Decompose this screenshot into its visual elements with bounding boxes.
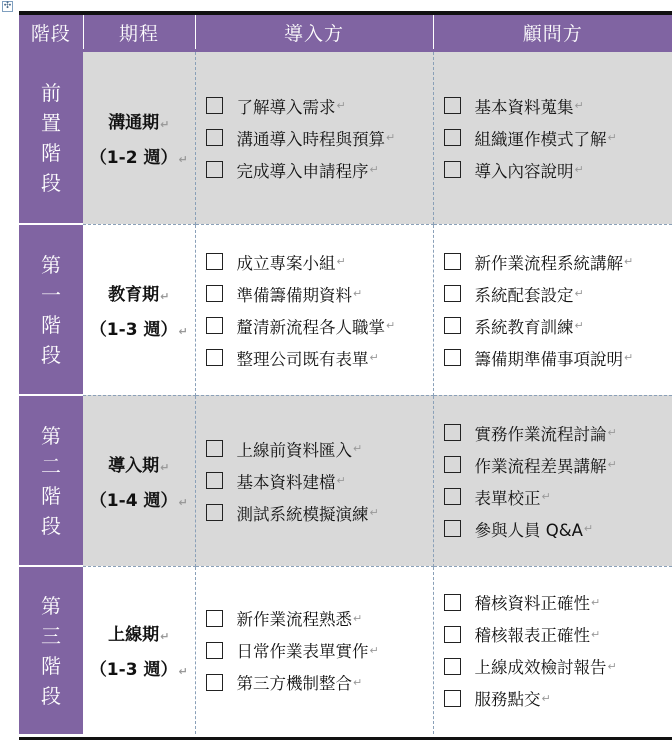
list-item: 上線成效檢討報告 ↵: [444, 650, 672, 682]
header-row: [19, 15, 672, 49]
checkbox-icon[interactable]: [444, 424, 461, 441]
list-item: 完成導入申請程序 ↵: [206, 154, 433, 186]
checkbox-icon[interactable]: [206, 472, 223, 489]
table-bottom-border: [19, 737, 672, 740]
implementation-plan-table: [19, 15, 672, 734]
checkbox-icon[interactable]: [444, 285, 461, 302]
checkbox-icon[interactable]: [206, 161, 223, 178]
period-cell: 溝通期↵ （1-2 週）↵: [83, 52, 195, 224]
period-name: 上線期: [108, 625, 160, 646]
phase-cell: 前置階段: [19, 52, 83, 224]
period-name: 教育期: [108, 284, 160, 305]
checkbox-icon[interactable]: [444, 626, 461, 643]
checkbox-icon[interactable]: [206, 317, 223, 334]
list-item: 釐清新流程各人職掌 ↵: [206, 310, 433, 342]
header-consultant: 顧問方: [433, 15, 672, 49]
checkbox-icon[interactable]: [444, 161, 461, 178]
checkbox-icon[interactable]: [444, 520, 461, 537]
list-item: 導入內容說明 ↵: [444, 154, 672, 186]
period-cell: 導入期↵ （1-4 週）↵: [83, 395, 195, 566]
table-row: [19, 52, 672, 224]
checkbox-icon[interactable]: [206, 642, 223, 659]
consultant-tasks: [433, 566, 672, 734]
phase-cell: 第一階段: [19, 224, 83, 395]
period-weeks: （1-3 週）↵: [89, 319, 188, 340]
list-item: 作業流程差異講解 ↵: [444, 449, 672, 481]
list-item: 系統配套設定 ↵: [444, 278, 672, 310]
list-item: 組織運作模式了解 ↵: [444, 122, 672, 154]
list-item: 整理公司既有表單 ↵: [206, 342, 433, 374]
checkbox-icon[interactable]: [206, 440, 223, 457]
period-weeks: （1-4 週）↵: [89, 490, 188, 511]
checkbox-icon[interactable]: [444, 253, 461, 270]
period-weeks: （1-2 週）↵: [89, 147, 188, 168]
consultant-tasks: [433, 52, 672, 224]
checkbox-icon[interactable]: [206, 674, 223, 691]
table-row: [19, 395, 672, 566]
checkbox-icon[interactable]: [444, 317, 461, 334]
checkbox-icon[interactable]: [444, 456, 461, 473]
checkbox-icon[interactable]: [444, 594, 461, 611]
period-weeks: （1-3 週）↵: [89, 660, 188, 681]
checkbox-icon[interactable]: [206, 129, 223, 146]
list-item: 基本資料建檔 ↵: [206, 465, 433, 497]
checkbox-icon[interactable]: [206, 349, 223, 366]
period-name: 溝通期: [108, 112, 160, 133]
period-cell: 教育期↵ （1-3 週）↵: [83, 224, 195, 395]
list-item: 系統教育訓練 ↵: [444, 310, 672, 342]
list-item: 日常作業表單實作 ↵: [206, 634, 433, 666]
consultant-tasks: [433, 224, 672, 395]
list-item: 了解導入需求 ↵: [206, 90, 433, 122]
checkbox-icon[interactable]: [444, 658, 461, 675]
list-item: 新作業流程系統講解 ↵: [444, 246, 672, 278]
table-move-handle-icon[interactable]: ✣: [3, 1, 12, 11]
header-period: 期程: [83, 15, 195, 49]
list-item: 第三方機制整合 ↵: [206, 666, 433, 698]
list-item: 表單校正 ↵: [444, 481, 672, 513]
phase-cell: 第二階段: [19, 395, 83, 566]
period-cell: 上線期↵ （1-3 週）↵: [83, 566, 195, 734]
checkbox-icon[interactable]: [444, 129, 461, 146]
list-item: 實務作業流程討論 ↵: [444, 417, 672, 449]
checkbox-icon[interactable]: [444, 488, 461, 505]
list-item: 參與人員 Q&A ↵: [444, 513, 672, 545]
list-item: 溝通導入時程與預算 ↵: [206, 122, 433, 154]
table-row: [19, 566, 672, 734]
checkbox-icon[interactable]: [206, 504, 223, 521]
checkbox-icon[interactable]: [206, 285, 223, 302]
checkbox-icon[interactable]: [444, 349, 461, 366]
list-item: 成立專案小組 ↵: [206, 246, 433, 278]
consultant-tasks: [433, 395, 672, 566]
checkbox-icon[interactable]: [206, 610, 223, 627]
header-client: 導入方: [195, 15, 433, 49]
client-tasks: [195, 52, 433, 224]
period-name: 導入期: [108, 455, 160, 476]
checkbox-icon[interactable]: [444, 97, 461, 114]
list-item: 新作業流程熟悉 ↵: [206, 602, 433, 634]
checkbox-icon[interactable]: [206, 97, 223, 114]
client-tasks: [195, 566, 433, 734]
list-item: 準備籌備期資料 ↵: [206, 278, 433, 310]
client-tasks: [195, 224, 433, 395]
list-item: 籌備期準備事項說明 ↵: [444, 342, 672, 374]
table-row: [19, 224, 672, 395]
header-phase: 階段: [19, 15, 83, 49]
list-item: 稽核報表正確性 ↵: [444, 618, 672, 650]
list-item: 上線前資料匯入 ↵: [206, 433, 433, 465]
checkbox-icon[interactable]: [444, 690, 461, 707]
list-item: 測試系統模擬演練 ↵: [206, 497, 433, 529]
client-tasks: [195, 395, 433, 566]
phase-cell: 第三階段: [19, 566, 83, 734]
list-item: 基本資料蒐集 ↵: [444, 90, 672, 122]
list-item: 稽核資料正確性 ↵: [444, 586, 672, 618]
checkbox-icon[interactable]: [206, 253, 223, 270]
list-item: 服務點交 ↵: [444, 682, 672, 714]
